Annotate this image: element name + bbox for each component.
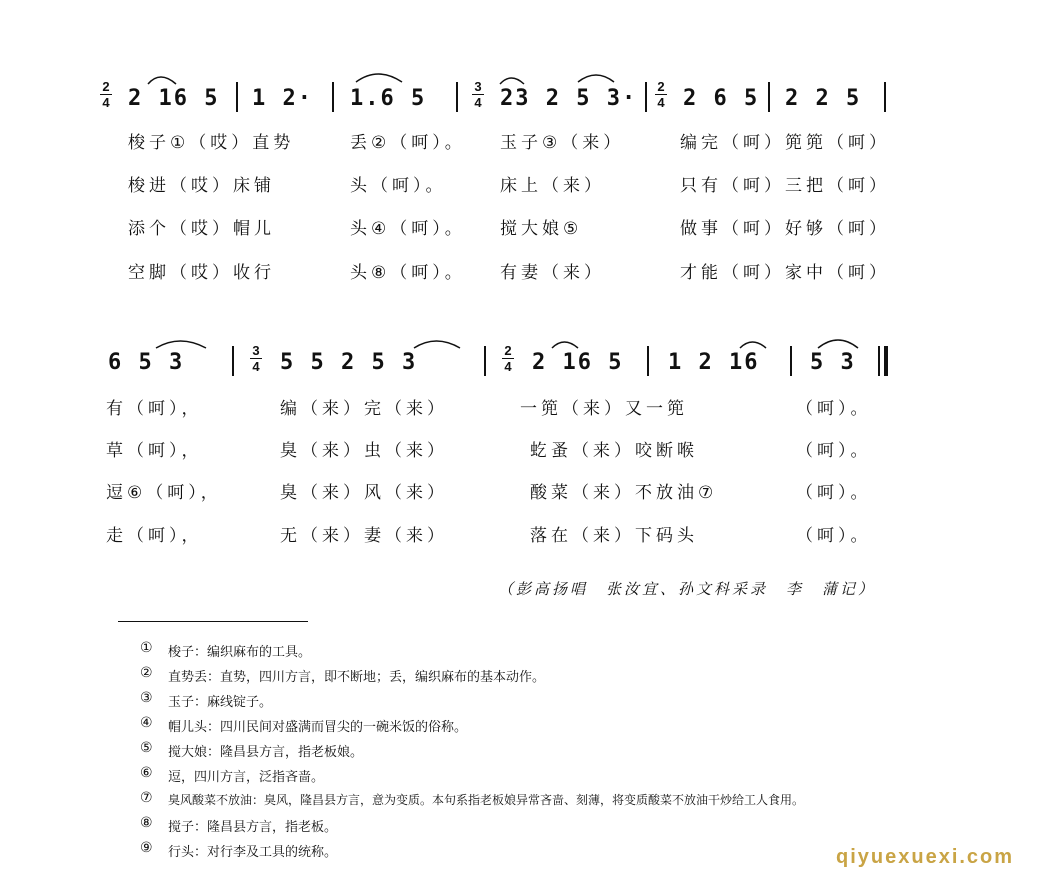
footnote-text: 搅子：隆昌县方言，指老板。 [168,820,338,835]
slur [578,75,614,82]
lyric-r2-l4-a: 走（呵）， [106,526,203,546]
notes-r1-m6: 2 2 5 [785,86,862,111]
footnote-number: ③ [140,690,153,706]
notes-r2-m5: 5 3 [810,350,856,375]
lyric-r1-l2-d: 只有（呵）三把（呵） [680,176,890,196]
lyric-r1-l4-a: 空脚（哎）收行 [128,263,275,283]
lyric-r2-l1-c: 一篼（来）又一篼 [520,399,688,419]
slur [414,341,460,348]
footnote-text: 玉子：麻线锭子。 [168,695,273,710]
slur [356,74,402,82]
lyric-r1-l2-c: 床上（来） [500,176,605,196]
footnote-text: 帽儿头：四川民间对盛满而冒尖的一碗米饭的俗称。 [168,720,468,735]
lyric-r2-l1-b: 编（来）完（来） [280,399,448,419]
lyric-r2-l4-b: 无（来）妻（来） [280,526,448,546]
footnote-divider [118,621,308,622]
footnote-number: ④ [140,715,153,731]
lyric-r1-l4-c: 有妻（来） [500,263,605,283]
notes-r2-m3: 2 16 5 [532,350,624,375]
notes-r1-m1: 2 16 5 [128,86,220,111]
footnote-number: ① [140,640,153,656]
footnote-text: 梭子：编织麻布的工具。 [168,645,312,660]
slur [818,340,858,348]
lyric-r1-l3-d: 做事（呵）好够（呵） [680,219,890,239]
time-signature-4: 3 4 [250,344,262,373]
slur [740,342,766,348]
notes-r2-m2: 5 5 2 5 3 [280,350,418,375]
lyric-r2-l2-a: 草（呵）， [106,441,203,461]
lyric-r2-l3-b: 臭（来）风（来） [280,483,448,503]
footnote-number: ⑨ [140,840,153,856]
notes-r2-m4: 1 2 16 [668,350,760,375]
lyric-r1-l1-d: 编完（呵）篼篼（呵） [680,133,890,153]
time-signature-1: 2 4 [100,80,112,109]
lyric-r1-l3-a: 添个（哎）帽儿 [128,219,275,239]
lyric-r1-l1-a: 梭子①（哎）直势 [128,133,295,153]
lyric-r2-l1-d: （呵）。 [796,399,872,419]
time-signature-5: 2 4 [502,344,514,373]
notes-r1-m3: 1.6 5 [350,86,427,111]
lyric-r1-l3-b: 头④（呵）。 [350,219,466,239]
lyric-r2-l4-c: 落在（来）下码头 [530,526,698,546]
credit-line: （彭高扬唱 张汝宜、孙文科采录 李 蒲记） [498,580,877,598]
notes-r1-m4: 23 2 5 3· [500,86,638,111]
slur [148,77,176,84]
lyric-r2-l2-d: （呵）。 [796,441,872,461]
footnote-number: ⑦ [140,790,153,806]
footnote-number: ⑥ [140,765,153,781]
lyric-r1-l1-b: 丢②（呵）。 [350,133,466,153]
footnote-number: ⑤ [140,740,153,756]
footnote-text: 逗，四川方言，泛指吝啬。 [168,770,325,785]
time-signature-3: 2 4 [655,80,667,109]
lyric-r2-l3-d: （呵）。 [796,483,872,503]
time-signature-2: 3 4 [472,80,484,109]
lyric-r2-l4-d: （呵）。 [796,526,872,546]
lyric-r2-l1-a: 有（呵）， [106,399,203,419]
lyric-r2-l3-c: 酸菜（来）不放油⑦ [530,483,718,503]
notes-r2-m1: 6 5 3 [108,350,185,375]
footnote-number: ⑧ [140,815,153,831]
lyric-r1-l2-a: 梭进（哎）床铺 [128,176,275,196]
footnote-text: 行头：对行李及工具的统称。 [168,845,338,860]
lyric-r1-l4-b: 头⑧（呵）。 [350,263,466,283]
lyric-r1-l2-b: 头（呵）。 [350,176,447,196]
notes-r1-m2: 1 2· [252,86,313,111]
lyric-r1-l3-c: 搅大娘⑤ [500,219,583,239]
notes-r1-m5: 2 6 5 [683,86,760,111]
footnote-text: 臭风酸菜不放油：臭风，隆昌县方言，意为变质。本句系指老板娘异常吝啬、刻薄，将变质酸菜不放油干炒给工人食用。 [168,793,805,807]
footnote-text: 搅大娘：隆昌县方言，指老板娘。 [168,745,364,760]
lyric-r2-l3-a: 逗⑥（呵）， [106,483,222,503]
slur [552,342,578,348]
footnote-text: 直势丢：直势，四川方言，即不断地；丢，编织麻布的基本动作。 [168,670,546,685]
lyric-r1-l1-c: 玉子③（来） [500,133,625,153]
slur [500,78,524,84]
footnote-number: ② [140,665,153,681]
lyric-r1-l4-d: 才能（呵）家中（呵） [680,263,890,283]
slur [156,341,206,348]
watermark-logo: qiyuexuexi.com [836,846,1015,868]
lyric-r2-l2-b: 臭（来）虫（来） [280,441,448,461]
lyric-r2-l2-c: 虼蚤（来）咬断喉 [530,441,698,461]
